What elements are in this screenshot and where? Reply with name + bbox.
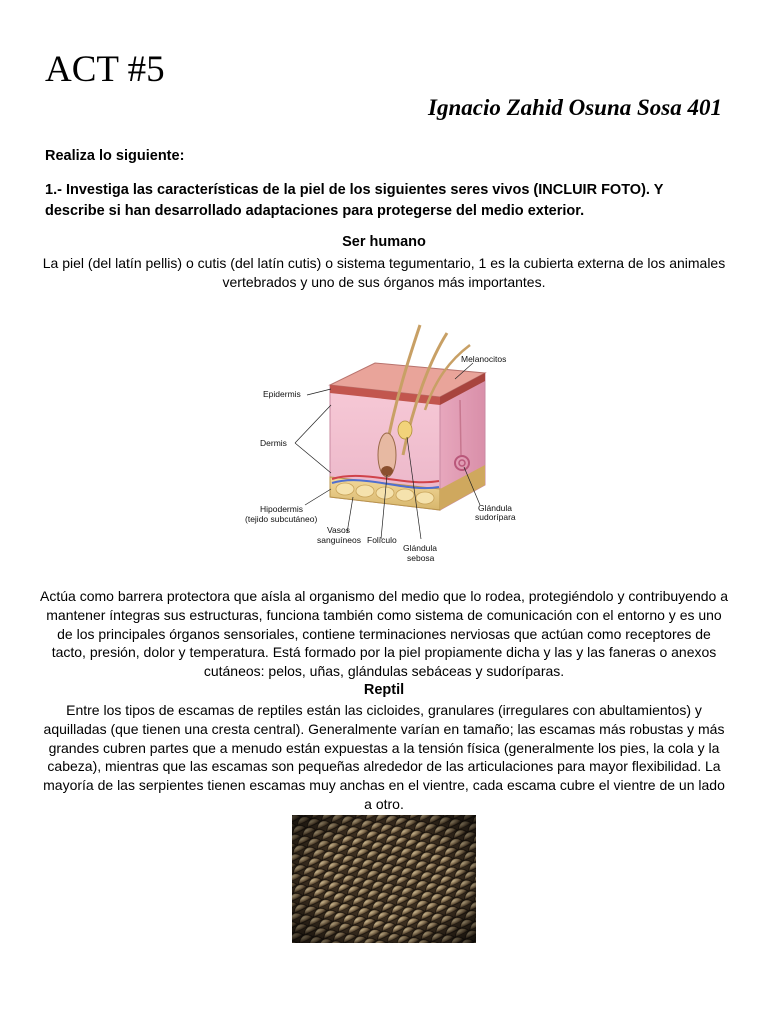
question-text: 1.- Investiga las características de la piel de los siguientes seres vivos (INCLUIR FOTO). Y describe si han desarrollado adaptaciones para protegerse del medio exterior. (45, 182, 664, 219)
instruction-text: Realiza lo siguiente: (45, 148, 185, 164)
label-melanocitos: Melanocitos (461, 354, 507, 364)
label-tejido: (tejido subcutáneo) (245, 514, 318, 524)
section-body-reptile: Entre los tipos de escamas de reptiles están las cicloides, granulares (irregulares con abultamientos) y aquilladas (que tienen una cresta central). Generalmente varían en tamaño; las escamas más robustas y más grandes cubren partes que a menudo están expuestas a la tensión física (generalmente los pies, la cola y la cabeza), mientras que las escamas son pequeñas alrededor de las articulaciones para mayor flexibilidad. La mayoría de las serpientes tienen escamas muy anchas en el vientre, cada escama cubre el vientre de un lado a otro. (43, 702, 725, 812)
label-vasos: Vasos (327, 525, 350, 535)
label-glandula-sebosa: Glándula (403, 543, 438, 553)
skin-diagram-image (235, 305, 535, 565)
label-dermis: Dermis (260, 438, 287, 448)
label-sudoripara: sudorípara (475, 512, 516, 522)
label-foliculo: Folículo (367, 535, 397, 545)
label-sanguineos: sanguíneos (317, 535, 361, 545)
section-heading-human: Ser humano (342, 234, 426, 250)
page-title: ACT #5 (45, 49, 165, 90)
reptile-scales-image (292, 815, 476, 943)
label-sebosa: sebosa (407, 553, 435, 563)
section-intro-human: La piel (del latín pellis) o cutis (del latín cutis) o sistema tegumentario, 1 es la cubierta externa de los animales vertebrados y uno de sus órganos más importantes. (42, 255, 726, 290)
label-glandula-sudoripara: Glándula (478, 503, 513, 513)
author-name: Ignacio Zahid Osuna Sosa 401 (428, 95, 722, 120)
section-heading-reptile: Reptil (363, 682, 405, 698)
label-hipodermis: Hipodermis (260, 504, 303, 514)
section-body-human: Actúa como barrera protectora que aísla al organismo del medio que lo rodea, protegiéndolo y contribuyendo a mantener íntegras sus estructuras, funciona también como sistema de comunicación con el entorno y es uno de los principales órganos sensoriales, contiene terminaciones nerviosas que actúan como receptores de tacto, presión, dolor y temperatura. Está formado por la piel propiamente dicha y las y las faneras o anexos cutáneos: pelos, uñas, glándulas sebáceas y sudoríparas. (40, 588, 728, 680)
label-epidermis: Epidermis (263, 389, 301, 399)
